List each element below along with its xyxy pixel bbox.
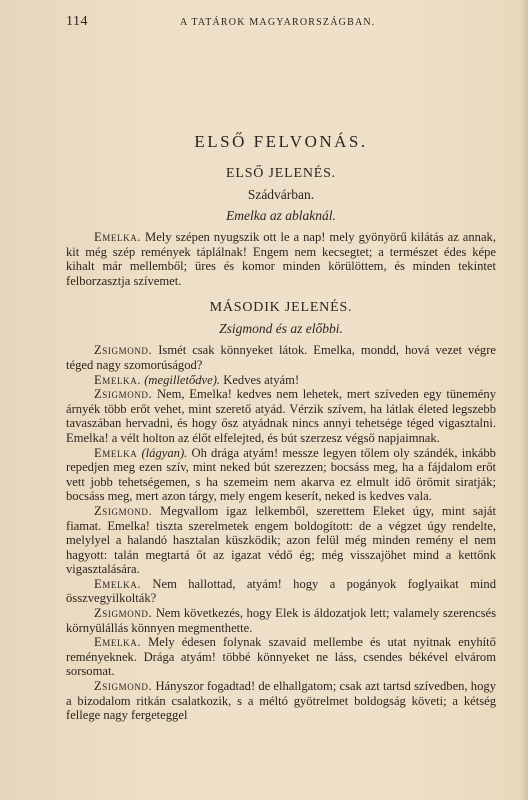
speaker-name: Zsigmond. (94, 503, 153, 518)
scene-place: Szádvárban. (247, 187, 315, 202)
speech-text: Nem, Emelka! kedves nem lehetek, mert szíveden egy tünemény árnyék több erőt vehet, mint szerető atyád. Vérzik szívem, ha látlak életed legszebb tavaszában hervadni, és hogy ősz atyádnak nincs annyi tehetsége téged vigasztalni. Emelka! a vélt holton az élőt elfelejted, és bút szerzesz végső napjaimnak. (66, 387, 496, 445)
scene-1 (66, 166, 496, 288)
speaker-name: Zsigmond. (94, 387, 153, 402)
speech-direction: (lágyan). (141, 445, 188, 460)
speech-text: Hányszor fogadtad! de elhallgatom; csak azt tartsd szívedben, hogy a bizodalom ritkán csalatkozik, s a méltó gyötrelmet boldogság követi; a kétség fellege nagy fergeteggel (66, 679, 496, 723)
speaker-name: Emelka. (94, 576, 142, 591)
running-title: A TATÁROK MAGYARORSZÁGBAN. (179, 17, 376, 28)
speech (66, 343, 496, 372)
speech-text: Oh drága atyám! messze legyen tőlem oly szándék, inkább repedjen meg ezen szív, mint neked bút szerezzen; bocsáss meg, ha a fájdalom erőt vett jobb tehetségemen, s ha szemeim nem akarva ez elmult idő örömit siratják; bocsáss meg, mert azon tárgy, mely engem keserít, neked is kedves vala. (66, 445, 496, 504)
speech-text: Megvallom igaz lelkemből, szerettem Eleket úgy, mint saját fiamat. Emelka! tiszta szerelmetek engem boldogított: de a végzet úgy rendelte, melylyel a halandó hasztalan küszködik; azon felül még minden remény el nem hagyott: talán megtartá őt az igazat védő ég; még visszajöhet mind a kettőnk vigasztalására. (66, 503, 496, 577)
scene-title: ELSŐ JELENÉS. (226, 166, 336, 181)
speech-direction: (megilletődve). (144, 372, 221, 387)
speech (66, 387, 496, 445)
speaker-name: Emelka. (94, 230, 142, 244)
speech-text: Mely szépen nyugszik ott le a nap! mely gyönyörű kilátás az annak, kit még szép remények táplálnak! Engem nem kecsegtet; a természet édes képe kihalt már mellemből; üres és komor minden körülöttem, és minden tekintet felborzasztja szívemet. (66, 230, 496, 288)
speech-text: Kedves atyám! (223, 372, 300, 387)
speaker-name: Zsigmond. (94, 679, 153, 694)
speech-text: Mely édesen folynak szavaid mellembe és utat nyitnak enyhítő reményeknek. Drága atyám! többé könnyeket ne láss, csendes békével elvárom sorsomat. (66, 635, 496, 679)
stage-direction: Zsigmond és az előbbi. (219, 321, 343, 337)
scene-2 (66, 300, 496, 722)
speech-text: Nem hallottad, atyám! hogy a pogányok foglyaikat mind összvegyilkolták? (66, 576, 497, 606)
page-number: 114 (66, 14, 88, 29)
page-edge-shadow (520, 0, 528, 800)
speech-text: Ismét csak könnyeket látok. Emelka, mondd, hová vezet végre téged nagy szomorúságod? (66, 343, 496, 372)
scene-title: MÁSODIK JELENÉS. (209, 300, 353, 316)
speech (66, 230, 496, 288)
speech (66, 577, 496, 606)
page-header (66, 14, 496, 40)
speaker-name: Zsigmond. (94, 606, 153, 621)
speaker-name: Emelka (94, 445, 138, 460)
speech (66, 504, 496, 577)
stage-direction: Emelka az ablaknál. (226, 208, 336, 223)
speaker-name: Emelka. (94, 635, 142, 650)
speaker-name: Emelka. (94, 372, 142, 387)
speech (66, 635, 496, 679)
speech (66, 446, 496, 504)
speech (66, 606, 496, 635)
speech (66, 373, 496, 388)
speech (66, 679, 496, 723)
speaker-name: Zsigmond. (94, 343, 153, 358)
speech-text: Nem következés, hogy Elek is áldozatjok lett; valamely szerencsés környülállás könnyen megmenthette. (66, 606, 496, 635)
act-title: ELSŐ FELVONÁS. (194, 132, 368, 151)
